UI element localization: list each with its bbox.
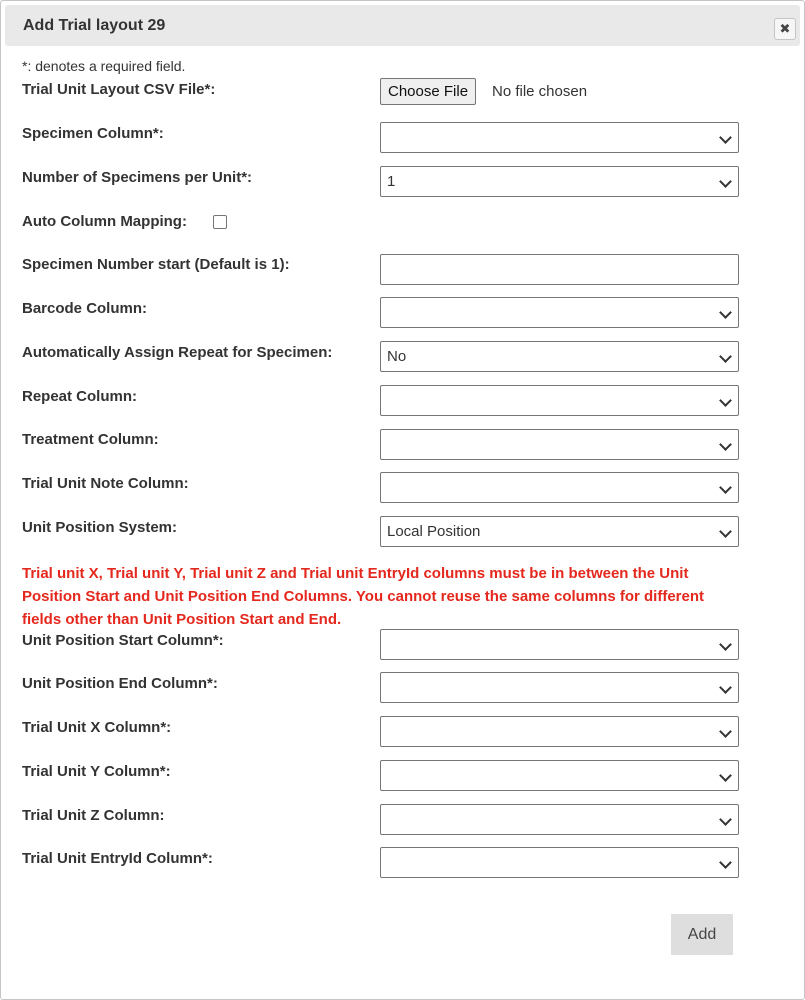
unit-position-start-column-label: Unit Position Start Column*:	[22, 632, 224, 649]
specimen-column-select[interactable]	[380, 122, 739, 153]
specimen-number-start-input[interactable]	[380, 254, 739, 285]
treatment-column-label: Treatment Column:	[22, 431, 159, 448]
dialog-titlebar[interactable]	[5, 5, 800, 46]
chevron-down-icon	[719, 131, 732, 144]
chevron-down-icon	[719, 856, 732, 869]
chevron-down-icon	[719, 638, 732, 651]
chevron-down-icon	[719, 394, 732, 407]
treatment-column-select[interactable]	[380, 429, 739, 460]
unit-position-system-label: Unit Position System:	[22, 519, 178, 536]
trial-unit-note-column-select[interactable]	[380, 472, 739, 503]
specimens-per-unit-label: Number of Specimens per Unit*:	[22, 169, 253, 186]
unit-position-system-value: Local Position	[387, 523, 481, 540]
chevron-down-icon	[719, 350, 732, 363]
csv-file-label: Trial Unit Layout CSV File*:	[22, 81, 216, 98]
trial-unit-y-column-label: Trial Unit Y Column*:	[22, 763, 171, 780]
specimens-per-unit-value: 1	[387, 173, 396, 190]
dialog-title: Add Trial layout 29	[23, 17, 166, 34]
specimen-column-label: Specimen Column*:	[22, 125, 164, 142]
trial-unit-z-column-select[interactable]	[380, 804, 739, 835]
required-field-note: *: denotes a required field.	[22, 58, 186, 74]
unit-position-start-column-select[interactable]	[380, 629, 739, 660]
specimens-per-unit-select[interactable]	[380, 166, 739, 197]
auto-column-mapping-checkbox[interactable]	[213, 215, 227, 229]
auto-assign-repeat-label: Automatically Assign Repeat for Specimen:	[22, 344, 333, 361]
auto-assign-repeat-select[interactable]	[380, 341, 739, 372]
trial-unit-x-column-label: Trial Unit X Column*:	[22, 719, 172, 736]
choose-file-button[interactable]: Choose File	[380, 78, 476, 105]
chevron-down-icon	[719, 681, 732, 694]
column-warning-message: Trial unit X, Trial unit Y, Trial unit Z and Trial unit EntryId columns must be in between the Unit Position Start and Unit Position End Columns. You cannot reuse the same columns for different fields other than Unit Position Start and End.	[22, 565, 705, 628]
chevron-down-icon	[719, 813, 732, 826]
auto-assign-repeat-value: No	[387, 348, 407, 365]
add-button[interactable]: Add	[671, 914, 733, 955]
unit-position-end-column-select[interactable]	[380, 672, 739, 703]
repeat-column-select[interactable]	[380, 385, 739, 416]
barcode-column-label: Barcode Column:	[22, 300, 148, 317]
unit-position-system-select[interactable]	[380, 516, 739, 547]
close-button[interactable]	[774, 18, 796, 40]
barcode-column-select[interactable]	[380, 297, 739, 328]
unit-position-end-column-label: Unit Position End Column*:	[22, 675, 218, 692]
chevron-down-icon	[719, 306, 732, 319]
chevron-down-icon	[719, 525, 732, 538]
trial-unit-x-column-select[interactable]	[380, 716, 739, 747]
trial-unit-y-column-select[interactable]	[380, 760, 739, 791]
specimen-number-start-label: Specimen Number start (Default is 1):	[22, 256, 290, 273]
trial-unit-entryid-column-label: Trial Unit EntryId Column*:	[22, 850, 213, 867]
chevron-down-icon	[719, 175, 732, 188]
chevron-down-icon	[719, 481, 732, 494]
repeat-column-label: Repeat Column:	[22, 388, 138, 405]
trial-unit-note-column-label: Trial Unit Note Column:	[22, 475, 189, 492]
close-icon: ✖	[779, 21, 791, 36]
trial-unit-z-column-label: Trial Unit Z Column:	[22, 807, 165, 824]
file-status-text: No file chosen	[492, 83, 588, 100]
chevron-down-icon	[719, 725, 732, 738]
chevron-down-icon	[719, 769, 732, 782]
trial-unit-entryid-column-select[interactable]	[380, 847, 739, 878]
auto-column-mapping-label: Auto Column Mapping:	[22, 213, 187, 230]
chevron-down-icon	[719, 438, 732, 451]
